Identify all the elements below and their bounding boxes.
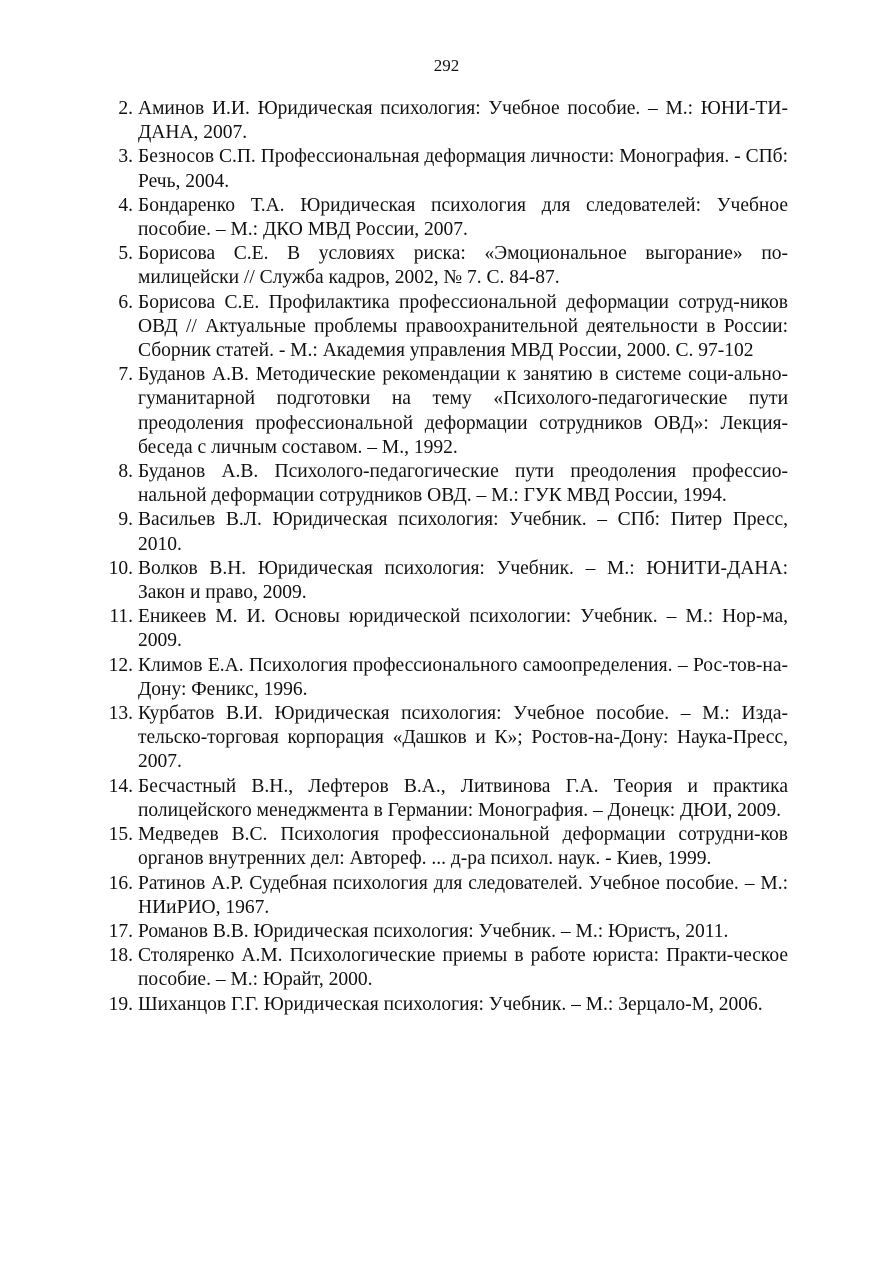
reference-item bbox=[97, 605, 788, 653]
reference-number: 9. bbox=[118, 509, 133, 531]
reference-text: Шиханцов Г.Г. Юридическая психология: Учебник. – М.: Зерцало-М, 2006. bbox=[138, 993, 763, 1015]
reference-number: 16. bbox=[108, 872, 133, 894]
reference-item bbox=[97, 508, 788, 556]
reference-item bbox=[97, 775, 788, 823]
reference-text: Бондаренко Т.А. Юридическая психология для следователей: Учебное пособие. – М.: ДКО МВД России, 2007. bbox=[138, 194, 788, 241]
reference-text: Борисова С.Е. Профилактика профессиональной деформации сотруд-ников ОВД // Актуальные проблемы правоохранительной деятельности в России: Сборник статей. - М.: Академия управления МВД России, 2000. С. 97-102 bbox=[138, 291, 788, 362]
reference-text: Волков В.Н. Юридическая психология: Учебник. – М.: ЮНИТИ-ДАНА: Закон и право, 2009. bbox=[138, 557, 788, 604]
reference-item bbox=[97, 920, 788, 944]
reference-item bbox=[97, 242, 788, 290]
reference-number: 13. bbox=[108, 703, 133, 725]
reference-item bbox=[97, 460, 788, 508]
reference-text: Романов В.В. Юридическая психология: Учебник. – М.: Юристъ, 2011. bbox=[138, 920, 729, 942]
reference-number: 5. bbox=[118, 243, 133, 265]
reference-list bbox=[97, 97, 788, 1017]
reference-text: Курбатов В.И. Юридическая психология: Учебное пособие. – М.: Изда-тельско-торговая корпорация «Дашков и К»; Ростов-на-Дону: Наука-Пресс, 2007. bbox=[138, 703, 788, 773]
reference-text: Столяренко А.М. Психологические приемы в работе юриста: Практи-ческое пособие. – М.: Юрайт, 2000. bbox=[138, 945, 788, 991]
reference-item bbox=[97, 363, 788, 460]
reference-number: 6. bbox=[118, 291, 133, 313]
reference-number: 2. bbox=[118, 98, 133, 119]
reference-text: Буданов А.В. Психолого-педагогические пути преодоления профессио-нальной деформации сотрудников ОВД. – М.: ГУК МВД России, 1994. bbox=[138, 461, 788, 507]
reference-number: 7. bbox=[118, 364, 133, 386]
reference-item bbox=[97, 823, 788, 871]
page-number: 292 bbox=[433, 56, 460, 75]
reference-item bbox=[97, 702, 788, 775]
reference-number: 11. bbox=[109, 606, 133, 628]
reference-item bbox=[97, 97, 788, 145]
reference-number: 18. bbox=[108, 945, 133, 967]
reference-text: Еникеев М. И. Основы юридической психологии: Учебник. – М.: Нор-ма, 2009. bbox=[138, 606, 788, 652]
reference-item bbox=[97, 872, 788, 920]
reference-number: 8. bbox=[118, 461, 133, 483]
reference-text: Бесчастный В.Н., Лефтеров В.А., Литвинова Г.А. Теория и практика полицейского менеджмента в Германии: Монография. – Донецк: ДЮИ, 2009. bbox=[138, 775, 788, 821]
reference-text: Васильев В.Л. Юридическая психология: Учебник. – СПб: Питер Пресс, 2010. bbox=[138, 509, 788, 555]
reference-item bbox=[97, 291, 788, 364]
reference-number: 15. bbox=[108, 824, 133, 846]
reference-item bbox=[97, 993, 788, 1017]
reference-number: 4. bbox=[118, 194, 133, 216]
reference-text: Медведев В.С. Психология профессиональной деформации сотрудни-ков органов внутренних дел: Автореф. ... д-ра психол. наук. - Киев, 1999. bbox=[138, 824, 788, 870]
reference-text: Ратинов А.Р. Судебная психология для следователей. Учебное пособие. – М.: НИиРИО, 1967. bbox=[138, 872, 788, 918]
reference-item bbox=[97, 194, 788, 242]
reference-item bbox=[97, 944, 788, 992]
reference-text: Безносов С.П. Профессиональная деформация личности: Монография. - СПб: Речь, 2004. bbox=[138, 146, 788, 192]
reference-number: 14. bbox=[108, 775, 133, 797]
reference-text: Аминов И.И. Юридическая психология: Учебное пособие. – М.: ЮНИ-ТИ-ДАНА, 2007. bbox=[138, 98, 788, 144]
reference-number: 10. bbox=[108, 557, 133, 579]
reference-number: 17. bbox=[108, 920, 133, 942]
reference-number: 3. bbox=[118, 146, 133, 168]
reference-text: Борисова С.Е. В условиях риска: «Эмоциональное выгорание» по-милицейски // Служба кадров, 2002, № 7. С. 84-87. bbox=[138, 243, 788, 289]
reference-item bbox=[97, 654, 788, 702]
reference-number: 12. bbox=[108, 654, 133, 676]
reference-item bbox=[97, 145, 788, 193]
reference-number: 19. bbox=[108, 993, 133, 1015]
reference-text: Буданов А.В. Методические рекомендации к занятию в системе соци-ально-гуманитарной подготовки на тему «Психолого-педагогические пути преодоления профессиональной деформации сотрудников ОВД»: Лекция-беседа с личным составом. – М., 1992. bbox=[138, 364, 788, 458]
reference-text: Климов Е.А. Психология профессионального самоопределения. – Рос-тов-на-Дону: Феникс, 1996. bbox=[138, 654, 788, 700]
reference-item bbox=[97, 557, 788, 605]
